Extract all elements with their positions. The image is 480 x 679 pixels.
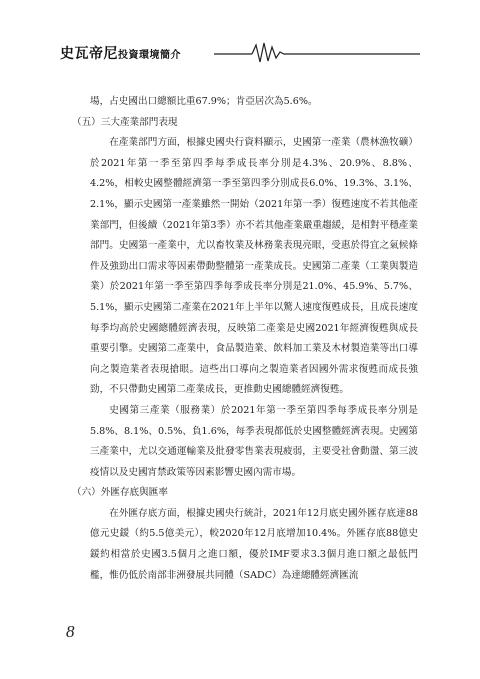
paragraph-continuation: 場，占史國出口總額比重67.9%；肯亞居次為5.6%。 — [90, 96, 318, 107]
section-heading-forex: （六）外匯存底與匯率 — [72, 487, 168, 499]
running-header — [0, 40, 480, 66]
paragraph-tertiary-sector: 史國第三產業（服務業）於2021年第一季至第四季每季成長率分別是5.8%、8.1%、0.5%、負1.6%，每季表現都低於史國整體經濟表現。史國第三產業中，尤以交通運輸業及批發零售業表現疲弱，主要受社會動盪、第三波疫情以及史國宵禁政策等因素影響史國內需市場。 — [90, 404, 418, 478]
header-title-main: 史瓦帝尼 — [60, 46, 118, 62]
document-body — [72, 92, 418, 586]
header-title-sub: 投資環境簡介 — [118, 50, 181, 61]
header-title — [60, 43, 181, 63]
page-number: 8 — [66, 622, 75, 641]
paragraph-forex-reserves: 在外匯存底方面，根據史國央行統計，2021年12月底史國外匯存底達88億元史鍰（約5.5億美元），較2020年12月底增加10.4%。外匯存底88億史鍰約相當於史國3.5個月之進口額，優於IMF要求3.3個月進口額之最低門檻，惟仍低於南部非洲發展共同體（SADC）為達總體經濟匯流 — [90, 507, 418, 581]
paragraph-industry-sectors: 在產業部門方面，根據史國央行資料顯示，史國第一產業（農林漁牧礦）於2021年第一季至第四季每季成長率分別是4.3%、20.9%、8.8%、4.2%，相較史國整體經濟第一季至第四季分別成長6.0%、19.3%、3.1%、2.1%，顯示史國第一產業雖然一開始（2021年第一季）復甦速度不若其他產業部門，但後續（2021年第3季）亦不若其他產業嚴重趨緩，是相對平穩產業部門。史國第一產業中，尤以畜牧業及林務業表現亮眼，受惠於得宜之氣候條件及強勁出口需求等因素帶動整體第一產業成長。史國第二產業（工業與製造業）於2021年第一季至第四季每季成長率分別是21.0%、45.9%、5.7%、5.1%，顯示史國第二產業在2021年上半年以驚人速度復甦成長，且成長速度每季均高於史國總體經濟表現，反映第二產業是史國2021年經濟復甦與成長重要引擎。史國第二產業中，食品製造業、飲料加工業及木材製造業等出口導向之製造業者表現搶眼。這些出口導向之製造業者因國外需求復甦而成長強勁，不只帶動史國第二產業成長，更推動史國總體經濟復甦。 — [90, 137, 418, 396]
section-heading-industry: （五）三大產業部門表現 — [72, 116, 178, 128]
